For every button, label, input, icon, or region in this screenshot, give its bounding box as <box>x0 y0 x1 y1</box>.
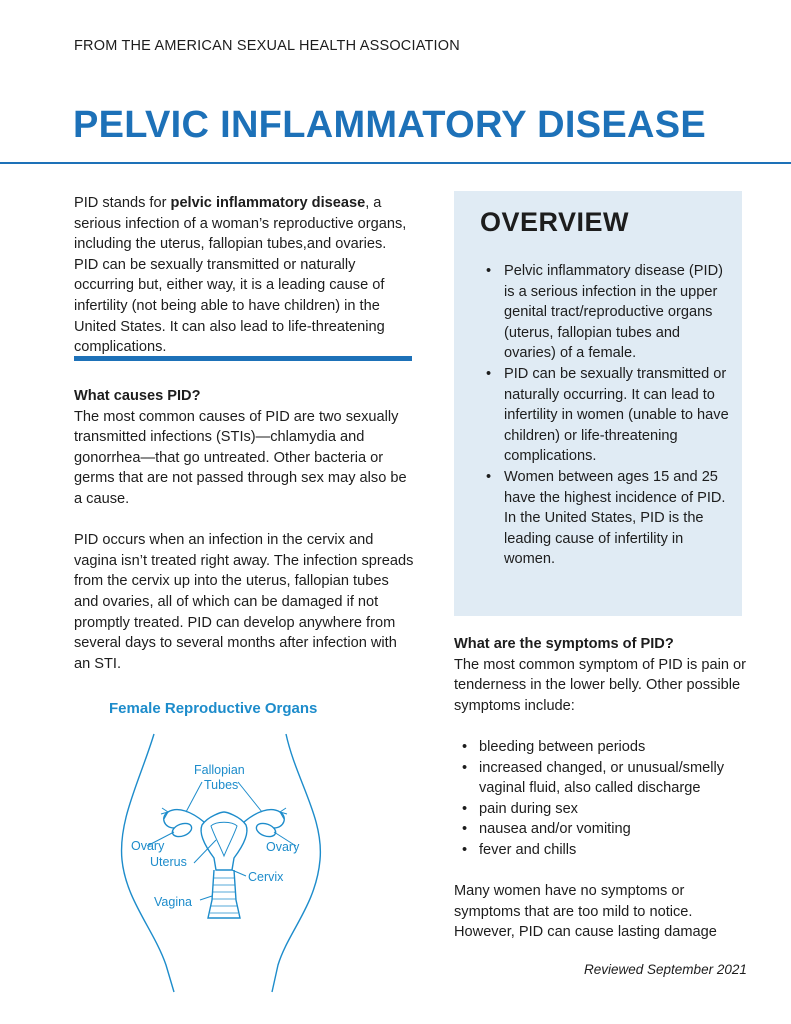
symptoms-list <box>462 737 754 861</box>
overview-list <box>484 261 730 570</box>
review-date: Reviewed September 2021 <box>584 962 747 977</box>
intro-text-end: , a serious infection of a woman’s reproductive organs, including the uterus, fallopian tubes,and ovaries. PID can be sexually transmitted or naturally occurring but, either way, it is a leading cause of infertility (not being able to have children) in the United States. It can also lead to life-threatening complications. <box>74 195 407 356</box>
symptoms-outro: Many women have no symptoms or symptoms that are too mild to notice. However, PID can cause lasting damage <box>454 883 717 941</box>
vagina-shape <box>208 870 240 918</box>
symptom-item: • bleeding between periods <box>462 737 754 758</box>
reproductive-organs-diagram <box>74 700 394 995</box>
symptoms-heading: What are the symptoms of PID? <box>454 636 674 652</box>
symptom-item: • nausea and/or vomiting <box>462 819 754 840</box>
page-title: PELVIC INFLAMMATORY DISEASE <box>73 104 707 146</box>
symptom-item: • fever and chills <box>462 840 754 861</box>
body-outline-right <box>272 734 320 992</box>
causes-paragraph-2: PID occurs when an infection in the cervix and vagina isn’t treated right away. The infection spreads from the cervix up into the uterus, fallopian tubes and ovaries, all of which can be damaged if not promptly treated. PID can develop anywhere from several days to several months after infection with an STI. <box>74 532 414 672</box>
label-fallopian-line1: Fallopian <box>194 763 245 777</box>
overview-item: • PID can be sexually transmitted or naturally occurring. It can lead to infertility in women (unable to have children) or life-threatening complications. <box>484 364 730 467</box>
causes-heading: What causes PID? <box>74 388 201 404</box>
reproductive-organs-figure <box>74 700 394 995</box>
label-vagina: Vagina <box>154 895 192 909</box>
fallopian-tube-left <box>164 810 204 828</box>
label-ovary-right: Ovary <box>266 840 300 854</box>
causes-section <box>74 386 414 674</box>
label-ovary-left: Ovary <box>131 839 165 853</box>
overview-box <box>454 191 742 616</box>
uterus-shape <box>201 812 247 870</box>
symptom-item: • increased changed, or unusual/smelly vaginal fluid, also called discharge <box>462 758 754 799</box>
overview-item: • Women between ages 15 and 25 have the highest incidence of PID. In the United States, PID is the leading cause of infertility in women. <box>484 467 730 570</box>
title-divider <box>0 162 791 164</box>
intro-paragraph <box>74 193 414 358</box>
symptom-item: • pain during sex <box>462 799 754 820</box>
ovary-right-shape <box>255 821 278 839</box>
label-fallopian-line2: Tubes <box>204 778 239 792</box>
symptoms-section <box>454 634 754 943</box>
symptoms-intro: The most common symptom of PID is pain or tenderness in the lower belly. Other possible symptoms include: <box>454 656 746 714</box>
causes-paragraph-1: The most common causes of PID are two sexually transmitted infections (STIs)—chlamydia and gonorrhea—that go untreated. Other bacteria or germs that are not passed through sex may also be a cause. <box>74 408 407 507</box>
figure-title: Female Reproductive Organs <box>109 700 318 717</box>
label-uterus: Uterus <box>150 855 187 869</box>
intro-text-start: PID stands for <box>74 195 171 211</box>
label-cervix: Cervix <box>248 870 284 884</box>
overview-title: OVERVIEW <box>480 207 630 237</box>
intro-bold-term: pelvic inflammatory disease <box>170 195 366 211</box>
overview-item: • Pelvic inflammatory disease (PID) is a serious infection in the upper genital tract/reproductive organs (uterus, fallopian tubes and ovaries) of a female. <box>484 261 730 364</box>
ovary-left-shape <box>171 821 194 839</box>
organization-line: FROM THE AMERICAN SEXUAL HEALTH ASSOCIATION <box>74 38 460 54</box>
section-divider <box>74 356 412 361</box>
fallopian-tube-right <box>244 810 284 828</box>
